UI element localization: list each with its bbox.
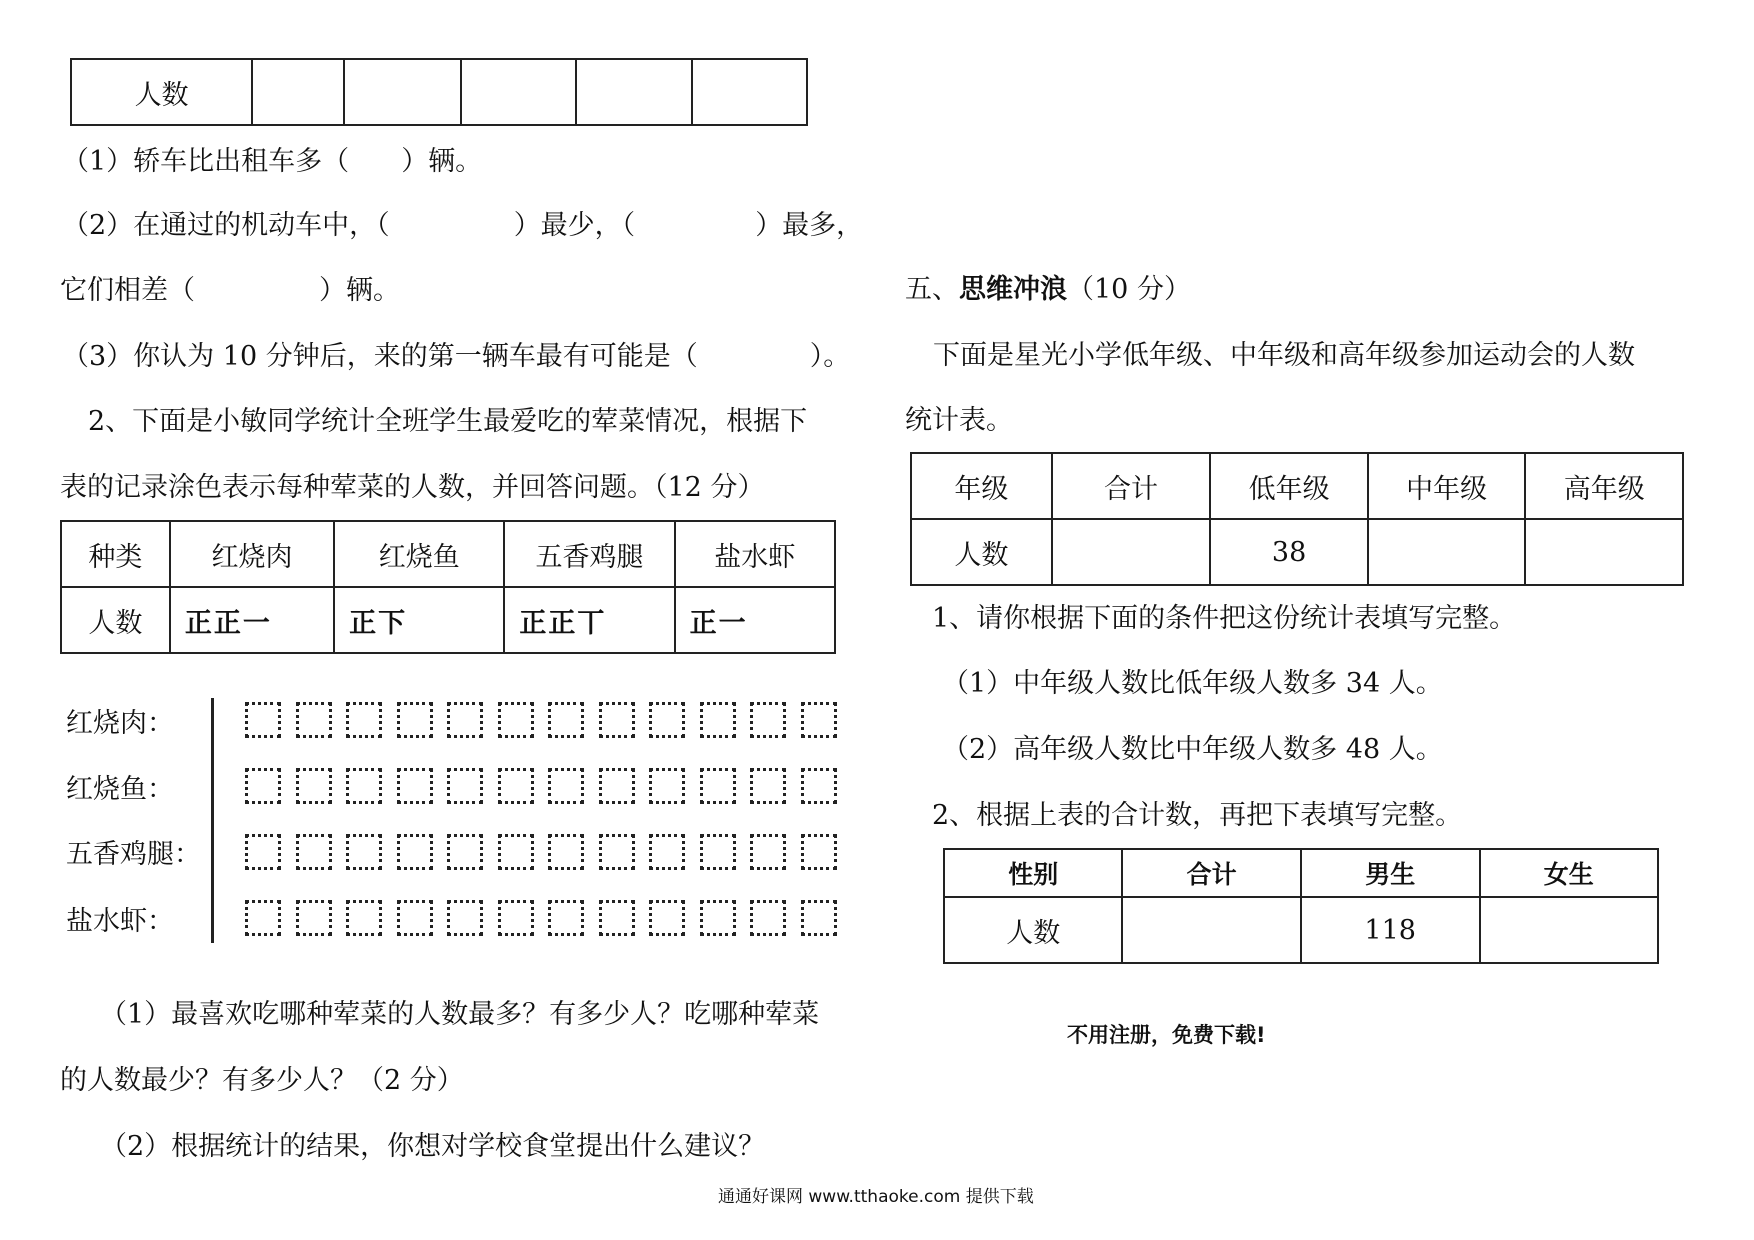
coloring-box: [750, 900, 786, 936]
question-2: （2）在通过的机动车中，（ ）最少，（ ）最多，: [62, 210, 864, 241]
coloring-box: [296, 768, 332, 804]
gender-header: 男生: [1301, 849, 1480, 897]
problem-2-line-2: 表的记录涂色表示每种荤菜的人数，并回答问题。（12 分）: [60, 472, 765, 503]
coloring-box: [750, 834, 786, 870]
coloring-box: [346, 834, 382, 870]
coloring-box: [397, 834, 433, 870]
promo-text: 不用注册，免费下载!: [1067, 1023, 1266, 1047]
gender-cell: 人数: [944, 897, 1122, 963]
coloring-box: [397, 768, 433, 804]
coloring-box: [397, 900, 433, 936]
coloring-box: [801, 702, 837, 738]
chart-label-wuxiangjitui: 五香鸡腿：: [66, 839, 201, 870]
coloring-box: [599, 900, 635, 936]
coloring-box: [296, 702, 332, 738]
coloring-box: [447, 900, 483, 936]
top-table-cell: [576, 59, 691, 125]
coloring-box: [447, 834, 483, 870]
coloring-box: [447, 768, 483, 804]
coloring-box: [548, 768, 584, 804]
tally-header: 种类: [61, 521, 170, 587]
tally-mark: 正正一: [170, 587, 334, 653]
gender-cell: [1122, 897, 1300, 963]
answer-question-2: （2）根据统计的结果，你想对学校食堂提出什么建议？: [100, 1131, 766, 1162]
grade-cell: [1525, 519, 1683, 585]
coloring-box: [700, 768, 736, 804]
grade-header: 高年级: [1525, 453, 1683, 519]
coloring-box: [700, 900, 736, 936]
coloring-box: [750, 702, 786, 738]
question-2-line-2: 它们相差（ ）辆。: [60, 275, 400, 306]
top-table: [70, 58, 808, 126]
coloring-box: [296, 834, 332, 870]
grade-cell: [1368, 519, 1526, 585]
coloring-box: [498, 900, 534, 936]
grade-header: 中年级: [1368, 453, 1526, 519]
top-table-cell: [344, 59, 461, 125]
gender-table: [943, 848, 1659, 964]
coloring-box: [498, 702, 534, 738]
gender-cell: [1480, 897, 1658, 963]
coloring-box: [397, 702, 433, 738]
condition-1: 1、请你根据下面的条件把这份统计表填写完整。: [932, 603, 1517, 634]
tally-mark: 正正丅: [504, 587, 674, 653]
section-title: 五、思维冲浪（10 分）: [905, 274, 1191, 305]
coloring-box: [296, 900, 332, 936]
coloring-box: [750, 768, 786, 804]
gender-cell: 118: [1301, 897, 1480, 963]
coloring-box: [498, 834, 534, 870]
top-table-cell: [692, 59, 807, 125]
coloring-box: [599, 834, 635, 870]
problem-2-line-1: 2、下面是小敏同学统计全班学生最爱吃的荤菜情况，根据下: [88, 406, 808, 437]
coloring-box: [346, 768, 382, 804]
tally-header: 五香鸡腿: [504, 521, 674, 587]
tally-header: 红烧鱼: [334, 521, 504, 587]
intro-line-2: 统计表。: [905, 405, 1013, 436]
condition-1a: （1）中年级人数比低年级人数多 34 人。: [942, 668, 1443, 699]
gender-header: 性别: [944, 849, 1122, 897]
chart-label-hongshaoyu: 红烧鱼：: [66, 774, 174, 805]
coloring-box: [346, 702, 382, 738]
coloring-box: [447, 702, 483, 738]
gender-header: 合计: [1122, 849, 1300, 897]
tally-header: 盐水虾: [675, 521, 835, 587]
chart-label-yanshuixia: 盐水虾：: [66, 906, 174, 937]
grade-header: 年级: [911, 453, 1052, 519]
coloring-box: [700, 702, 736, 738]
grade-header: 低年级: [1210, 453, 1368, 519]
coloring-box: [498, 768, 534, 804]
coloring-box: [599, 702, 635, 738]
question-1: （1）轿车比出租车多（ ）辆。: [62, 146, 483, 177]
coloring-box: [548, 702, 584, 738]
coloring-box: [649, 834, 685, 870]
answer-question-1-line-1: （1）最喜欢吃哪种荤菜的人数最多？有多少人？吃哪种荤菜: [100, 999, 820, 1030]
tally-header: 红烧肉: [170, 521, 334, 587]
chart-label-hongshaorou: 红烧肉：: [66, 708, 174, 739]
coloring-box: [548, 900, 584, 936]
footer-credit: 通通好课网 www.tthaoke.com 提供下载: [718, 1187, 1034, 1207]
coloring-box: [649, 900, 685, 936]
coloring-box: [599, 768, 635, 804]
gender-header: 女生: [1480, 849, 1658, 897]
top-table-cell: [461, 59, 576, 125]
grade-table: [910, 452, 1684, 586]
condition-2: 2、根据上表的合计数，再把下表填写完整。: [932, 800, 1463, 831]
coloring-box: [548, 834, 584, 870]
condition-1b: （2）高年级人数比中年级人数多 48 人。: [942, 734, 1443, 765]
grade-header: 合计: [1052, 453, 1211, 519]
grade-cell: 人数: [911, 519, 1052, 585]
coloring-box: [649, 768, 685, 804]
top-table-row-label: 人数: [71, 59, 252, 125]
grade-cell: 38: [1210, 519, 1368, 585]
tally-mark: 正一: [675, 587, 835, 653]
coloring-box: [245, 702, 281, 738]
question-3: （3）你认为 10 分钟后，来的第一辆车最有可能是（ ）。: [62, 341, 851, 372]
tally-table: [60, 520, 836, 654]
intro-line-1: 下面是星光小学低年级、中年级和高年级参加运动会的人数: [933, 340, 1635, 371]
coloring-box: [700, 834, 736, 870]
coloring-box: [801, 900, 837, 936]
coloring-box: [649, 702, 685, 738]
coloring-box: [346, 900, 382, 936]
answer-question-1-line-2: 的人数最少？有多少人？（2 分）: [60, 1065, 464, 1096]
tally-mark: 正下: [334, 587, 504, 653]
top-table-cell: [252, 59, 343, 125]
coloring-box: [801, 834, 837, 870]
tally-row-label: 人数: [61, 587, 170, 653]
coloring-box: [245, 834, 281, 870]
coloring-box: [245, 900, 281, 936]
grade-cell: [1052, 519, 1211, 585]
chart-axis-line: [211, 698, 214, 943]
coloring-box: [245, 768, 281, 804]
coloring-box: [801, 768, 837, 804]
